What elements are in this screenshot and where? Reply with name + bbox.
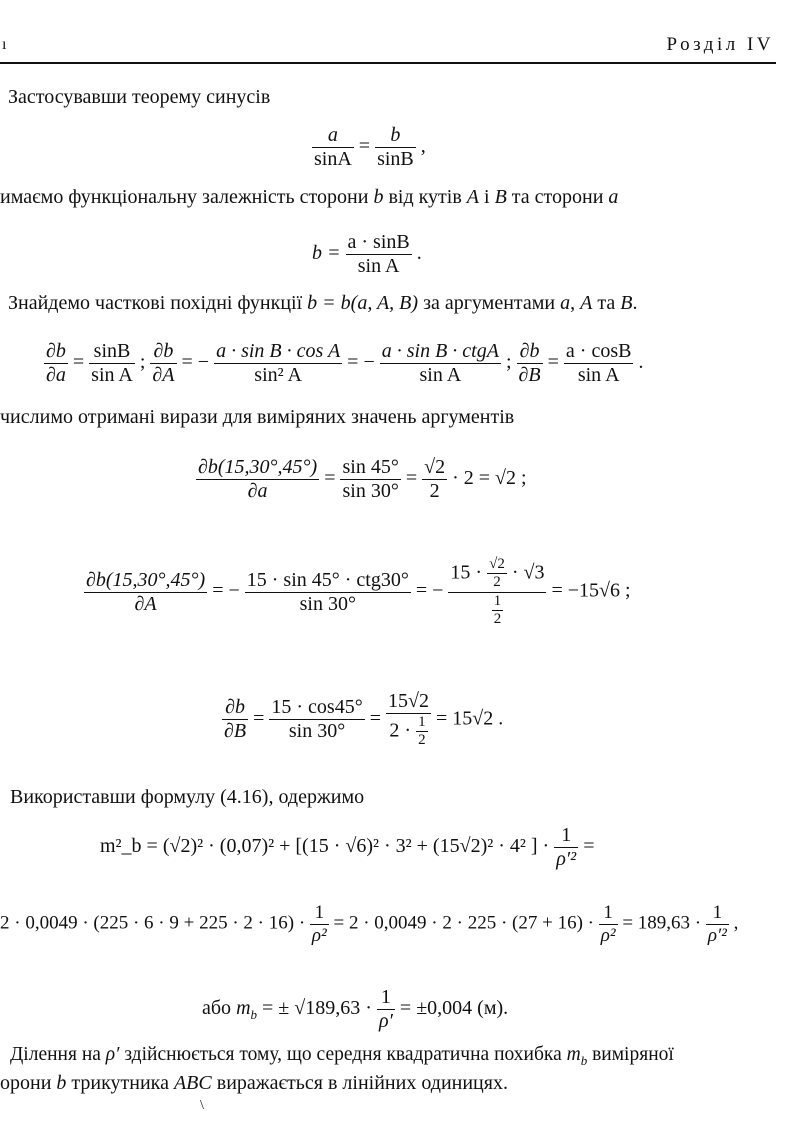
fraction: $\frac{\partial b}{\partial a}$ bbox=[46, 340, 66, 386]
fraction: $\frac{a \cdot \cos B}{\text{sin A}}$ bbox=[565, 340, 632, 386]
formula-mb-squared: m²_b = (√2)² · (0,07)² + [(15 · √6)² · 3² + (15√2)² · 4² ] · $\frac{1}{\text{ρ′²}}$ = bbox=[100, 824, 595, 870]
formula-db-da-value: $\frac{\partial b(15,30^\circ,45^\circ)}{\partial a}$ = $\frac{\sin 45^\circ}{\sin 30^\circ}$ = $\frac{√2}{2}$ · 2 = √2 ; bbox=[198, 456, 527, 502]
fraction: $\frac{√2}{2}$ bbox=[424, 456, 446, 502]
fraction: $\frac{\text{a · sin B · cos A}}{\text{sin² A}}$ bbox=[216, 340, 341, 386]
fraction: $\frac{\sin 45^\circ}{\sin 30^\circ}$ bbox=[342, 456, 399, 502]
fraction: $\frac{1}{\text{ρ′²}}$ bbox=[556, 824, 577, 870]
compound-fraction: 15√2 2 · $\frac{1}{2}$ bbox=[388, 690, 429, 749]
paragraph-using-formula: Використавши формулу (4.16), одержимо bbox=[10, 786, 365, 808]
stray-mark: \ bbox=[200, 1098, 204, 1113]
fraction: $\frac{√2}{2}$ bbox=[489, 556, 505, 591]
paragraph-dependency: имаємо функціональну залежність сторони b від кутів A і B та сторони a bbox=[0, 186, 619, 208]
paragraph-sine-theorem: Застосувавши теорему синусів bbox=[8, 86, 271, 108]
fraction: $\frac{15 \cdot \cos 45^\circ}{\sin 30^\circ}$ bbox=[271, 696, 363, 743]
fraction: $\frac{\text{15 · sin 45° · ctg30°}}{\sin 30^\circ}$ bbox=[246, 568, 409, 615]
fraction: $\frac{1}{2}$ bbox=[418, 714, 426, 749]
formula-mb-expansion: 2 · 0,0049 · (225 · 6 · 9 + 225 · 2 · 16) · $\frac{1}{\text{ρ²}}$ = 2 · 0,0049 · 2 · 225 · (27 + 16) · $\frac{1}{\text{ρ²}}$ = 189,63 · $\frac{1}{\text{ρ′²}}$ , bbox=[0, 902, 739, 946]
paragraph-triangle-side: орони b трикутника ABC виражається в лінійних одиницях. bbox=[0, 1072, 508, 1094]
compound-fraction: 15 · $\frac{√2}{2}$ · √3 $\frac{1}{2}$ bbox=[450, 556, 545, 627]
fraction: $\frac{\partial b}{\partial B}$ bbox=[224, 696, 247, 743]
paragraph-partial-derivatives: Знайдемо часткові похідні функції b = b(a, A, B) за аргументами a, A та B. bbox=[8, 292, 638, 314]
fraction: $\frac{b}{\sin B}$ bbox=[377, 124, 414, 170]
fraction: $\frac{\sin B}{\text{sin A}}$ bbox=[91, 340, 133, 386]
fraction: $\frac{\text{a · sin B · ctgA}}{\text{sin A}}$ bbox=[381, 340, 499, 386]
fraction: $\frac{\partial b(15,30^\circ,45^\circ)}{\partial a}$ bbox=[198, 456, 318, 502]
paragraph-division-explanation: Ділення на ρ′ здійснюється тому, що середня квадратична похибка $m_b$ виміряної bbox=[10, 1044, 674, 1068]
formula-b-function: b = $\frac{a \cdot \sin B}{\text{sin A}}$ . bbox=[312, 231, 422, 277]
page-header-title: Розділ IV bbox=[666, 34, 774, 55]
formula-partial-derivatives: $\frac{\partial b}{\partial a}$ = $\frac{\sin B}{\text{sin A}}$ ; $\frac{\partial b}{\partial A}$ = − $\frac{\text{a · sin B · cos A}}{\text{sin² A}}$ = − $\frac{\text{a · sin B · ctgA}}{\text{sin A}}$ ; $\frac{\partial b}{\partial B}$ = $\frac{a \cdot \cos B}{\text{sin A}}$ . bbox=[46, 340, 644, 386]
fraction: $\frac{1}{\rho'}$ bbox=[378, 986, 393, 1032]
fraction: $\frac{a}{\sin A}$ bbox=[314, 124, 352, 170]
formula-db-dB-value: $\frac{\partial b}{\partial B}$ = $\frac{15 \cdot \cos 45^\circ}{\sin 30^\circ}$ = 15√2 2 · $\frac{1}{2}$ = 15√2 . bbox=[224, 690, 504, 749]
paragraph-evaluate: числимо отримані вирази для виміряних значень аргументів bbox=[0, 406, 515, 428]
stray-mark: ı bbox=[2, 36, 7, 53]
formula-db-dA-value: $\frac{\partial b(15,30^\circ,45^\circ)}{\partial A}$ = − $\frac{\text{15 · sin 45° · ctg30°}}{\sin 30^\circ}$ = − 15 · $\frac{√2}{2}$ · √3 $\frac{1}{2}$ = −15√6 ; bbox=[86, 556, 631, 627]
fraction: $\frac{\partial b(15,30^\circ,45^\circ)}{\partial A}$ bbox=[86, 568, 206, 615]
fraction: $\frac{\partial b}{\partial B}$ bbox=[518, 340, 541, 386]
fraction: $\frac{1}{2}$ bbox=[493, 592, 502, 627]
fraction: $\frac{1}{\text{ρ²}}$ bbox=[311, 902, 327, 946]
header-rule bbox=[0, 62, 776, 64]
fraction: $\frac{1}{\text{ρ²}}$ bbox=[600, 902, 616, 946]
fraction: $\frac{1}{\text{ρ′²}}$ bbox=[707, 902, 727, 946]
fraction: $\frac{a \cdot \sin B}{\text{sin A}}$ bbox=[347, 231, 410, 277]
formula-mb-result: або $m_b$ = ± √189,63 · $\frac{1}{\rho'}$ = ±0,004 (м). bbox=[202, 986, 509, 1032]
fraction: $\frac{\partial b}{\partial A}$ bbox=[152, 340, 175, 386]
formula-sine-law: $\frac{a}{\sin A}$ = $\frac{b}{\sin B}$ , bbox=[314, 124, 426, 170]
